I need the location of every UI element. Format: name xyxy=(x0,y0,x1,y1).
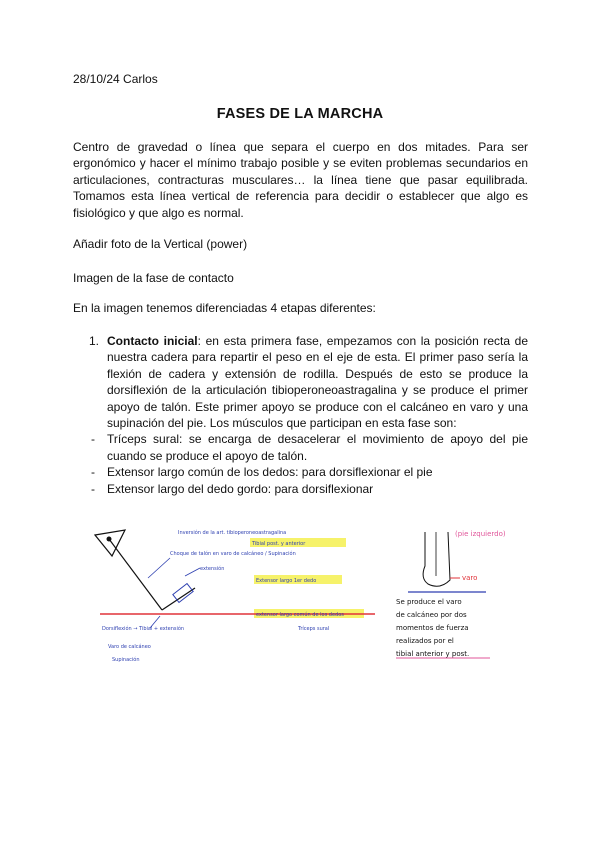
dash-marker: - xyxy=(91,465,95,480)
right-note-line: de calcáneo por dos xyxy=(396,611,467,619)
dash-marker: - xyxy=(91,481,95,496)
sketch-note: Choque de talón en varo de calcáneo / Supinación xyxy=(170,551,296,557)
list-item xyxy=(73,431,528,464)
muscle-item: Extensor largo común de los dedos: para dorsiflexionar el pie xyxy=(107,465,433,480)
sketch-note: Extensor largo 1er dedo xyxy=(256,578,317,584)
sketch-note: Varo de calcáneo xyxy=(108,644,151,650)
right-note-line: tibial anterior y post. xyxy=(396,650,470,658)
sketch-note: Supinación xyxy=(112,657,140,663)
left-foot-drawing xyxy=(423,532,450,586)
stage-description: : en esta primera fase, empezamos con la posición recta de nuestra cadera para repartir el peso en el eje de esta. El primer paso sería la flexión de cadera y extensión de rodilla. Después de esto se produce la dorsiflexión de la articulación tibioperoneoastragalina y se produce el primer apoyo de talón. Este primer apoyo se produce con el calcáneo en varo y una supinación del pie. Los músculos que participan en esta fase son: xyxy=(107,334,529,431)
intro-paragraph: Centro de gravedad o línea que separa el cuerpo en dos mitades. Para ser ergonómico y hacer el mínimo trabajo posible y se eviten problemas secundarios en articulaciones, contracturas musculares… la línea tiene que pasar equilibrada. Tomamos esta línea vertical de referencia para decidir o establecer que algo es fisiológico y que algo es normal. xyxy=(73,140,528,220)
arrow xyxy=(185,568,200,576)
muscle-item: Tríceps sural: se encarga de desacelerar el movimiento de apoyo del pie cuando se produce el apoyo de talón. xyxy=(107,432,528,463)
sketch-note: Inversión de la art. tibioperoneoastragalina xyxy=(178,530,287,536)
muscle-item: Extensor largo del dedo gordo: para dorsiflexionar xyxy=(107,481,374,496)
right-note-line: realizados por el xyxy=(396,637,454,645)
right-note-line: momentos de fuerza xyxy=(396,624,469,632)
list-item xyxy=(73,481,528,497)
sketch-note: extensor largo común de los dedos xyxy=(256,612,344,618)
leg-line xyxy=(109,539,162,610)
right-sketch-title: (pie izquierdo) xyxy=(455,530,506,538)
foot-box xyxy=(173,584,193,603)
photo-note: Añadir foto de la Vertical (power) xyxy=(73,237,248,251)
right-note-line: Se produce el varo xyxy=(396,598,462,606)
sketch-note: extensión xyxy=(200,566,225,572)
list-marker: 1. xyxy=(89,334,100,348)
list-item xyxy=(73,333,528,431)
arrow xyxy=(148,558,170,578)
foot-line xyxy=(162,588,195,610)
dash-marker: - xyxy=(91,432,95,447)
sketch-note: Tibial post. y anterior xyxy=(252,541,306,547)
page-title: FASES DE LA MARCHA xyxy=(216,106,384,122)
stages-list xyxy=(73,333,528,497)
date-author: 28/10/24 Carlos xyxy=(73,72,158,86)
sketch-note: Dorsiflexión → Tibial + extensión xyxy=(102,626,185,632)
hip-triangle xyxy=(95,530,125,556)
stage-name: Contacto inicial xyxy=(107,334,198,348)
stages-intro: En la imagen tenemos diferenciadas 4 etapas diferentes: xyxy=(73,301,376,315)
varo-label: varo xyxy=(462,574,478,582)
image-note: Imagen de la fase de contacto xyxy=(73,271,234,285)
sketch-note: Tríceps sural xyxy=(298,626,330,632)
list-item xyxy=(73,464,528,480)
gait-sketch xyxy=(90,518,540,668)
